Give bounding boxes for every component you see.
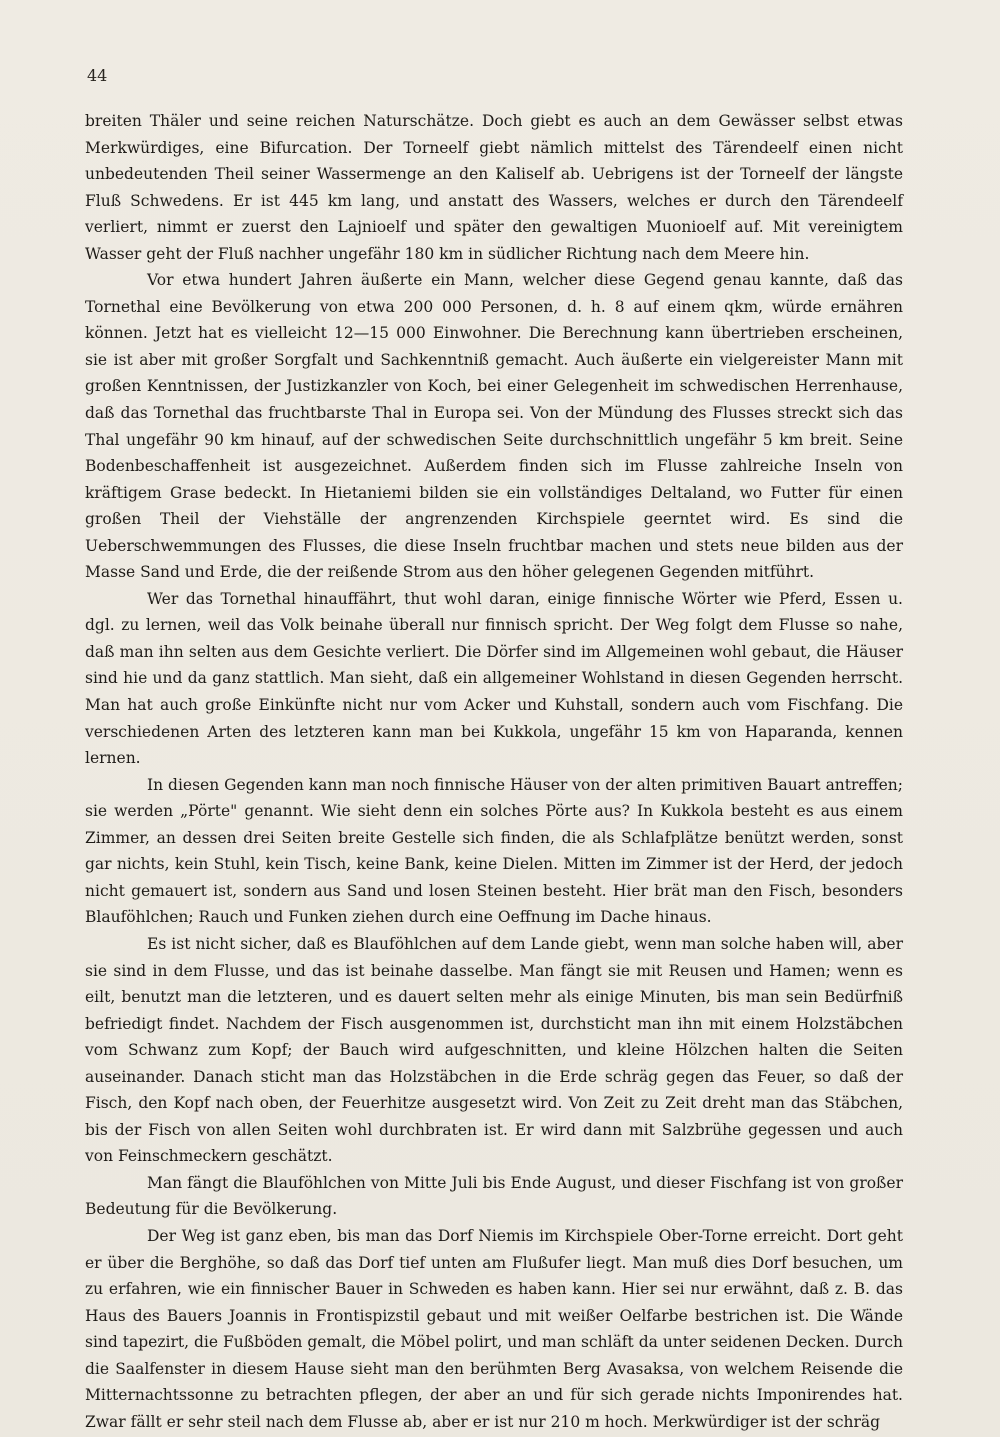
paragraph-4: In diesen Gegenden kann man noch finnische Häuser von der alten primitiven Bauart antreffen; sie werden „Pörte" genannt. Wie sieht denn ein solches Pörte aus? In Kukkola besteht es aus einem Zimmer, an dessen drei Seiten breite Gestelle sich finden, die als Schlafplätze benützt werden, sonst gar nichts, kein Stuhl, kein Tisch, keine Bank, keine Dielen. Mitten im Zimmer ist der Herd, der jedoch nicht gemauert ist, sondern aus Sand und losen Steinen besteht. Hier brät man den Fisch, besonders Blauföhlchen; Rauch und Funken ziehen durch eine Oeffnung im Dache hinaus. bbox=[85, 775, 903, 927]
paragraph-1: breiten Thäler und seine reichen Naturschätze. Doch giebt es auch an dem Gewässer selbst etwas Merkwürdiges, eine Bifurcation. Der Torneelf giebt nämlich mittelst des Tärendeelf einen nicht unbedeutenden Theil seiner Wassermenge an den Kaliself ab. Uebrigens ist der Torneelf der längste Fluß Schwedens. Er ist 445 km lang, und anstatt des Wassers, welches er durch den Tärendeelf verliert, nimmt er zuerst den Lajnioelf und später den gewaltigen Muonioelf auf. Mit vereinigtem Wasser geht der Fluß nachher ungefähr 180 km in südlicher Richtung nach dem Meere hin. bbox=[85, 112, 903, 263]
body-text bbox=[85, 108, 903, 1435]
paragraph-2: Vor etwa hundert Jahren äußerte ein Mann, welcher diese Gegend genau kannte, daß das Tornethal eine Bevölkerung von etwa 200 000 Personen, d. h. 8 auf einem qkm, würde ernähren können. Jetzt hat es vielleicht 12—15 000 Einwohner. Die Berechnung kann übertrieben erscheinen, sie ist aber mit großer Sorgfalt und Sachkenntniß gemacht. Auch äußerte ein vielgereister Mann mit großen Kenntnissen, der Justizkanzler von Koch, bei einer Gelegenheit im schwedischen Herrenhause, daß das Tornethal das fruchtbarste Thal in Europa sei. Von der Mündung des Flusses streckt sich das Thal ungefähr 90 km hinauf, auf der schwedischen Seite durchschnittlich ungefähr 5 km breit. Seine Bodenbeschaffenheit ist ausgezeichnet. Außerdem finden sich im Flusse zahlreiche Inseln von kräftigem Grase bedeckt. In Hietaniemi bilden sie ein vollständiges Deltaland, wo Futter für einen großen Theil der Viehställe der angrenzenden Kirchspiele geerntet wird. Es sind die Ueberschwemmungen des Flusses, die diese Inseln fruchtbar machen und stets neue bilden aus der Masse Sand und Erde, die der reißende Strom aus den höher gelegenen Gegenden mitführt. bbox=[85, 271, 903, 582]
paragraph-5: Es ist nicht sicher, daß es Blauföhlchen auf dem Lande giebt, wenn man solche haben will, aber sie sind in dem Flusse, und das ist beinahe dasselbe. Man fängt sie mit Reusen und Hamen; wenn es eilt, benutzt man die letzteren, und es dauert selten mehr als einige Minuten, bis man sein Bedürfniß befriedigt findet. Nachdem der Fisch ausgenommen ist, durchsticht man ihn mit einem Holzstäbchen vom Schwanz zum Kopf; der Bauch wird aufgeschnitten, und kleine Hölzchen halten die Seiten auseinander. Danach sticht man das Holzstäbchen in die Erde schräg gegen das Feuer, so daß der Fisch, den Kopf nach oben, der Feuerhitze ausgesetzt wird. Von Zeit zu Zeit dreht man das Stäbchen, bis der Fisch von allen Seiten wohl durchbraten ist. Er wird dann mit Salzbrühe gegessen und auch von Feinschmeckern geschätzt. bbox=[85, 934, 903, 1166]
paragraph-6: Man fängt die Blauföhlchen von Mitte Juli bis Ende August, und dieser Fischfang ist von großer Bedeutung für die Bevölkerung. bbox=[85, 1173, 903, 1219]
page-number: 44 bbox=[87, 66, 108, 85]
paragraph-7: Der Weg ist ganz eben, bis man das Dorf Niemis im Kirchspiele Ober-Torne erreicht. Dort geht er über die Berghöhe, so daß das Dorf tief unten am Flußufer liegt. Man muß dies Dorf besuchen, um zu erfahren, wie ein finnischer Bauer in Schweden es haben kann. Hier sei nur erwähnt, daß z. B. das Haus des Bauers Joannis in Frontispizstil gebaut und mit weißer Oelfarbe bestrichen ist. Die Wände sind tapezirt, die Fußböden gemalt, die Möbel polirt, und man schläft da unter seidenen Decken. Durch die Saalfenster in diesem Hause sieht man den berühmten Berg Avasaksa, von welchem Reisende die Mitternachtssonne zu betrachten pflegen, der aber an und für sich gerade nichts Imponirendes hat. Zwar fällt er sehr steil nach dem Flusse ab, aber er ist nur 210 m hoch. Merkwürdiger ist der schräg bbox=[85, 1226, 903, 1431]
paragraph-3: Wer das Tornethal hinauffährt, thut wohl daran, einige finnische Wörter wie Pferd, Essen u. dgl. zu lernen, weil das Volk beinahe überall nur finnisch spricht. Der Weg folgt dem Flusse so nahe, daß man ihn selten aus dem Gesichte verliert. Die Dörfer sind im Allgemeinen wohl gebaut, die Häuser sind hie und da ganz stattlich. Man sieht, daß ein allgemeiner Wohlstand in diesen Gegenden herrscht. Man hat auch große Einkünfte nicht nur vom Acker und Kuhstall, sondern auch vom Fischfang. Die verschiedenen Arten des letzteren kann man bei Kukkola, ungefähr 15 km von Haparanda, kennen lernen. bbox=[85, 589, 903, 768]
